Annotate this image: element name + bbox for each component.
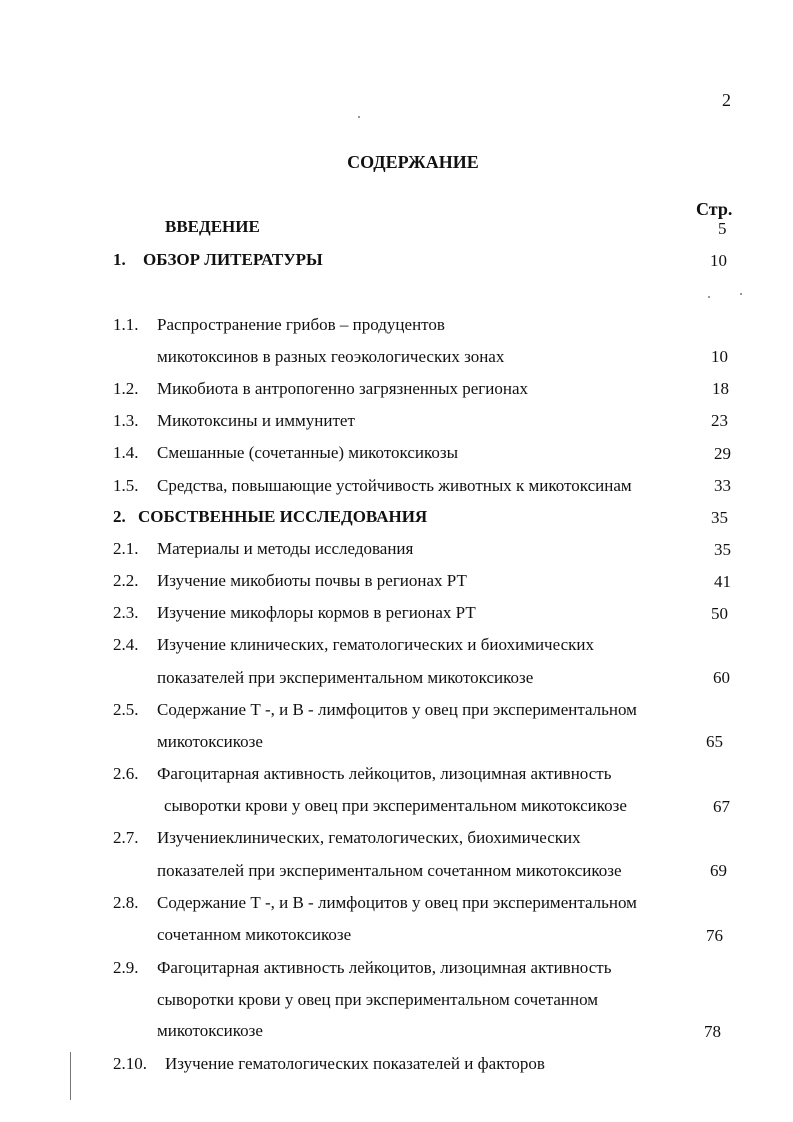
toc-entry-number: 2.10.: [113, 1054, 147, 1073]
toc-entry-text: сочетанном микотоксикозе: [157, 925, 352, 944]
toc-entry-text: показателей при экспериментальном микотоксикозе: [157, 668, 534, 687]
toc-entry-page: 65: [706, 732, 723, 751]
scan-margin-mark: [70, 1052, 71, 1100]
toc-entry-text: СОБСТВЕННЫЕ ИССЛЕДОВАНИЯ: [138, 507, 428, 526]
toc-entry-text: Микобиота в антропогенно загрязненных регионах: [157, 379, 528, 398]
toc-entry-text: показателей при экспериментальном сочетанном микотоксикозе: [157, 861, 622, 880]
toc-entry-text: сыворотки крови у овец при экспериментальном сочетанном: [157, 990, 599, 1009]
toc-entry-page: 76: [706, 926, 723, 945]
toc-entry-number: 2.: [113, 507, 126, 526]
toc-entry-page: 60: [713, 668, 730, 687]
toc-entry-text: микотоксинов в разных геоэкологических зонах: [157, 347, 505, 366]
toc-entry-text: Средства, повышающие устойчивость животных к микотоксинам: [157, 476, 632, 495]
toc-entry-text: Содержание Т -, и В - лимфоцитов у овец при экспериментальном: [157, 893, 637, 912]
toc-entry-text: микотоксикозе: [157, 732, 263, 751]
toc-entry-text: Изучение микобиоты почвы в регионах РТ: [157, 571, 467, 590]
toc-entry-page: 41: [714, 572, 731, 591]
scan-speck: [358, 116, 360, 118]
toc-entry-number: 1.5.: [113, 476, 139, 495]
toc-entry-text: Изучениеклинических, гематологических, биохимических: [157, 828, 581, 847]
page-column-header: Стр.: [696, 199, 733, 219]
toc-entry-number: 2.4.: [113, 635, 139, 654]
scan-speck: [708, 296, 710, 298]
toc-entry-page: 35: [711, 508, 728, 527]
toc-entry-number: 2.1.: [113, 539, 139, 558]
toc-entry-page: 67: [713, 797, 730, 816]
toc-entry-page: 69: [710, 861, 727, 880]
toc-entry-page: 35: [714, 540, 731, 559]
toc-entry-text: Изучение клинических, гематологических и биохимических: [157, 635, 594, 654]
toc-title: СОДЕРЖАНИЕ: [347, 152, 479, 172]
toc-entry-number: 1.4.: [113, 443, 139, 462]
toc-entry-number: 1.3.: [113, 411, 139, 430]
toc-entry-text: Смешанные (сочетанные) микотоксикозы: [157, 443, 459, 462]
toc-entry-page: 10: [710, 251, 727, 270]
toc-entry-text: Фагоцитарная активность лейкоцитов, лизоцимная активность: [157, 764, 612, 783]
toc-entry-text: Изучение микофлоры кормов в регионах РТ: [157, 603, 476, 622]
toc-entry-text: Изучение гематологических показателей и факторов: [165, 1054, 545, 1073]
toc-entry-page: 23: [711, 411, 728, 430]
toc-entry-page: 33: [714, 476, 731, 495]
toc-entry-number: 2.2.: [113, 571, 139, 590]
toc-entry-number: 2.9.: [113, 958, 139, 977]
toc-entry-page: 5: [718, 219, 727, 238]
toc-entry-text: Распространение грибов – продуцентов: [157, 315, 445, 334]
toc-entry-text: ОБЗОР ЛИТЕРАТУРЫ: [143, 250, 323, 269]
toc-entry-page: 29: [714, 444, 731, 463]
toc-entry-text: Микотоксины и иммунитет: [157, 411, 355, 430]
toc-entry-text: Фагоцитарная активность лейкоцитов, лизоцимная активность: [157, 958, 612, 977]
toc-entry-text: микотоксикозе: [157, 1021, 263, 1040]
scan-speck: [740, 293, 742, 295]
page-number: 2: [722, 90, 731, 110]
toc-entry-number: 2.6.: [113, 764, 139, 783]
toc-entry-page: 18: [712, 379, 729, 398]
toc-entry-number: 2.3.: [113, 603, 139, 622]
toc-entry-text: ВВЕДЕНИЕ: [165, 217, 260, 236]
toc-entry-number: 2.8.: [113, 893, 139, 912]
toc-entry-number: 1.: [113, 250, 126, 269]
toc-entry-number: 1.2.: [113, 379, 139, 398]
toc-entry-page: 78: [704, 1022, 721, 1041]
toc-entry-page: 50: [711, 604, 728, 623]
toc-entry-number: 1.1.: [113, 315, 139, 334]
toc-entry-number: 2.7.: [113, 828, 139, 847]
toc-entry-number: 2.5.: [113, 700, 139, 719]
toc-entry-page: 10: [711, 347, 728, 366]
toc-entry-text: Содержание Т -, и В - лимфоцитов у овец при экспериментальном: [157, 700, 637, 719]
toc-entry-text: сыворотки крови у овец при экспериментальном микотоксикозе: [164, 796, 627, 815]
toc-entry-text: Материалы и методы исследования: [157, 539, 414, 558]
